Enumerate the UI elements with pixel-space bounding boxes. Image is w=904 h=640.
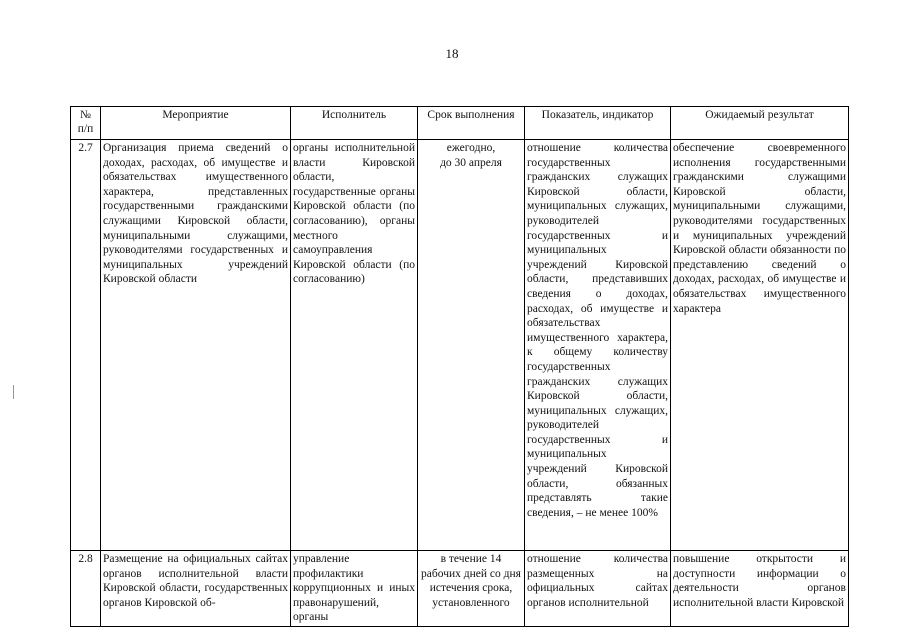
header-executor: Исполнитель (291, 107, 418, 140)
header-deadline: Срок выполнения (418, 107, 525, 140)
deadline-cell: в течение 14 рабочих дней со дня истечения срока, установленного (418, 551, 525, 627)
activity-cell: Размещение на официальных сайтах органов исполнительной власти Кировской области, государственных органов Кировской об- (101, 551, 291, 627)
deadline-cell: ежегодно, до 30 апреля (418, 140, 525, 551)
executor-cell: органы исполнительной власти Кировской области, государственные органы Кировской области (по согласованию), органы местного самоуправления Кировской области (по согласованию) (291, 140, 418, 551)
indicator-cell: отношение количества государственных гражданских служащих Кировской области, муниципальных служащих, руководителей государственных и муниципальных учреждений Кировской области, представивших сведения о доходах, расходах, об имуществе и обязательствах имущественного характера, к общему количеству государственных гражданских служащих Кировской области, муниципальных служащих, руководителей государственных и муниципальных учреждений Кировской области, обязанных представлять такие сведения, – не менее 100% (525, 140, 671, 551)
page-number: 18 (445, 46, 459, 61)
header-activity: Мероприятие (101, 107, 291, 140)
measures-table (70, 106, 849, 627)
table-header-row (71, 107, 849, 140)
table-row (71, 551, 849, 627)
result-cell: обеспечение своевременного исполнения государственными гражданскими служащими Кировской области, муниципальными служащими, руководителями государственных и муниципальных учреждений Кировской области обязанности по представлению сведений о доходах, расходах, об имуществе и обязательствах имущественного характера (671, 140, 849, 551)
indicator-cell: отношение количества размещенных на официальных сайтах органов исполнительной (525, 551, 671, 627)
header-indicator: Показатель, индикатор (525, 107, 671, 140)
header-result: Ожидаемый результат (671, 107, 849, 140)
result-cell: повышение открытости и доступности информации о деятельности органов исполнительной власти Кировской (671, 551, 849, 627)
activity-cell: Организация приема сведений о доходах, расходах, об имуществе и обязательствах имущественного характера, представленных государственными гражданскими служащими Кировской области, муниципальными служащими, руководителями государственных и муниципальных учреждений Кировской области (101, 140, 291, 551)
row-number: 2.7 (71, 140, 101, 551)
header-number: № п/п (71, 107, 101, 140)
row-number: 2.8 (71, 551, 101, 627)
scan-margin-mark (13, 385, 14, 399)
executor-cell: управление профилактики коррупционных и иных правонарушений, органы (291, 551, 418, 627)
table-row (71, 140, 849, 551)
